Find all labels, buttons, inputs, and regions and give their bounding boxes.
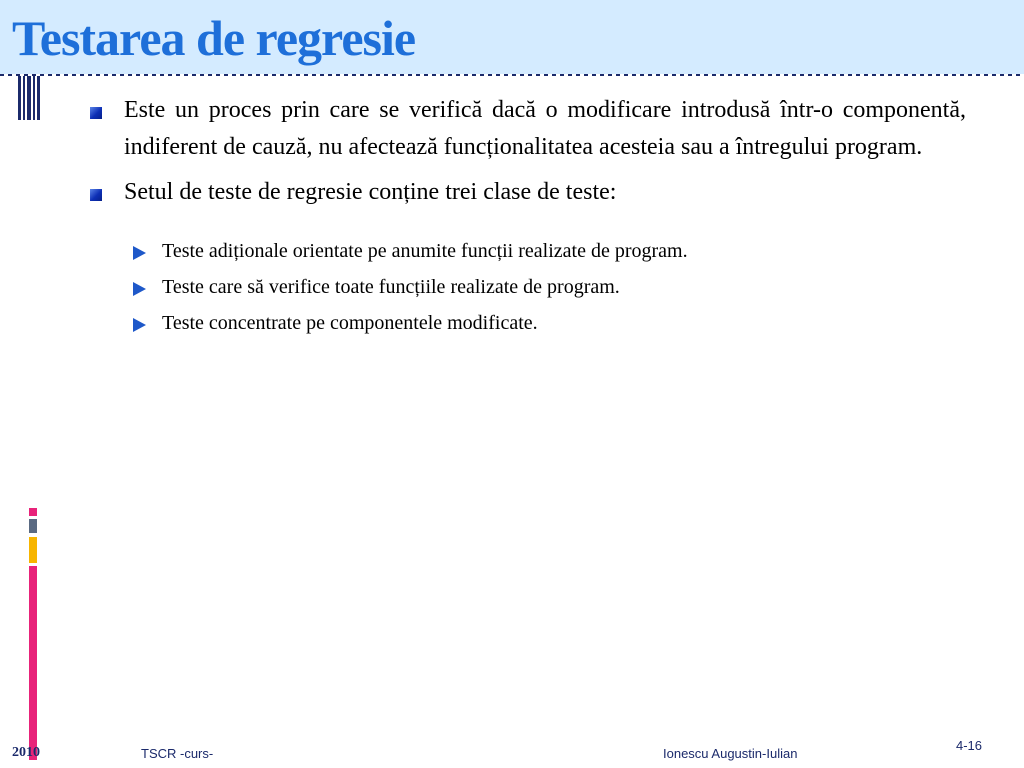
- title-underline: [0, 74, 1024, 76]
- square-bullet-icon: [90, 107, 102, 119]
- left-decor-bar-pink: [29, 566, 37, 760]
- triangle-bullet-icon: [133, 246, 146, 260]
- sub-bullet-item: [126, 269, 966, 305]
- footer-year: 2010: [12, 745, 40, 760]
- page-number: 4-16: [956, 738, 983, 753]
- square-bullet-icon: [90, 189, 102, 201]
- bullet-text: Setul de teste de regresie conține trei clase de teste:: [124, 179, 617, 205]
- sub-bullet-text: Teste care să verifice toate funcțiile realizate de program.: [162, 276, 620, 298]
- footer-course: TSCR -curs-: [141, 746, 214, 761]
- sub-bullet-text: Teste adiționale orientate pe anumite funcții realizate de program.: [162, 240, 688, 262]
- triangle-bullet-icon: [133, 282, 146, 296]
- left-decor-bar-gray: [29, 519, 37, 533]
- footer-author: Ionescu Augustin-Iulian: [663, 746, 798, 761]
- slide-title: Testarea de regresie: [12, 10, 416, 66]
- bullet-item: [86, 92, 966, 166]
- sub-bullet-item: [126, 305, 966, 341]
- sub-bullet-item: [126, 233, 966, 269]
- slide-content: [86, 92, 966, 341]
- bullet-item: [86, 174, 966, 211]
- left-decor-bar-yellow: [29, 537, 37, 563]
- sub-bullet-list: [126, 233, 966, 341]
- bullet-text: Este un proces prin care se verifică dacă o modificare introdusă într-o componentă, indiferent de cauză, nu afectează funcționalitatea acesteia sau a întregului program.: [124, 97, 966, 160]
- triangle-bullet-icon: [133, 318, 146, 332]
- sub-bullet-text: Teste concentrate pe componentele modificate.: [162, 312, 538, 334]
- left-decor-bar-pink-top: [29, 508, 37, 516]
- decorative-stripes: [18, 76, 40, 120]
